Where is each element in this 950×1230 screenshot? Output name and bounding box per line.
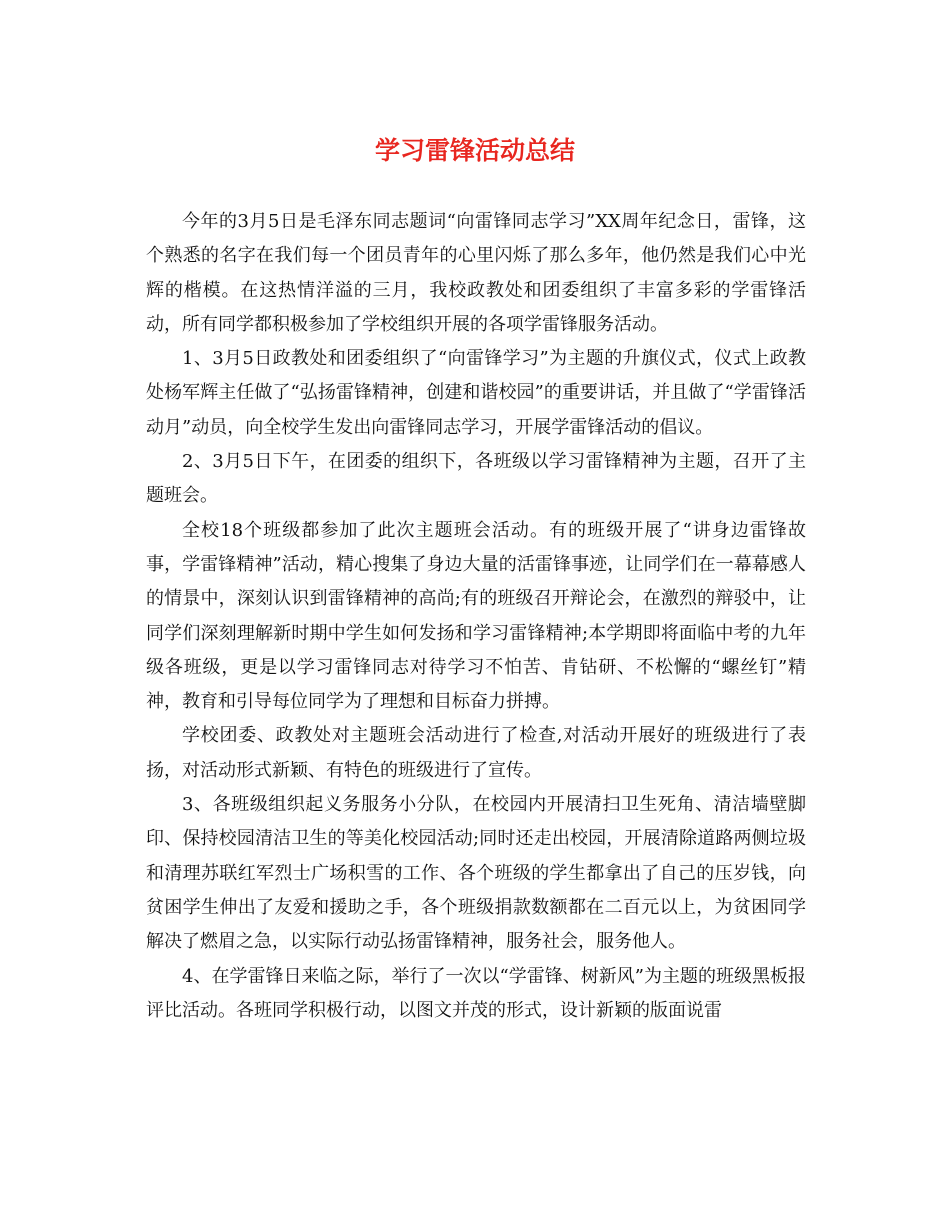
paragraph-class-meetings: 全校18个班级都参加了此次主题班会活动。有的班级开展了“讲身边雷锋故事，学雷锋精神”活动，精心搜集了身边大量的活雷锋事迹，让同学们在一幕幕感人的情景中，深刻认识到雷锋精神的高尚;有的班级召开辩论会，在激烈的辩驳中，让同学们深刻理解新时期中学生如何发扬和学习雷锋精神;本学期即将面临中考的九年级各班级，更是以学习雷锋同志对待学习不怕苦、肯钻研、不松懈的“螺丝钉”精神，教育和引导每位同学为了理想和目标奋力拼搏。: [146, 519, 806, 713]
paragraph-item-1: 1、3月5日政教处和团委组织了“向雷锋学习”为主题的升旗仪式，仪式上政教处杨军辉主任做了“弘扬雷锋精神，创建和谐校园”的重要讲话，并且做了“学雷锋活动月”动员，向全校学生发出向雷锋同志学习，开展学雷锋活动的倡议。: [146, 348, 806, 438]
paragraph-item-3: 3、各班级组织起义务服务小分队，在校园内开展清扫卫生死角、清洁墙壁脚印、保持校园清洁卫生的等美化校园活动;同时还走出校园，开展清除道路两侧垃圾和清理苏联红军烈士广场积雪的工作、各个班级的学生都拿出了自己的压岁钱，向贫困学生伸出了友爱和援助之手，各个班级捐款数额都在二百元以上，为贫困同学解决了燃眉之急，以实际行动弘扬雷锋精神，服务社会，服务他人。: [146, 794, 806, 953]
paragraph-item-4: 4、在学雷锋日来临之际，举行了一次以“学雷锋、树新风”为主题的班级黑板报评比活动。各班同学积极行动，以图文并茂的形式，设计新颖的版面说雷: [146, 965, 806, 1021]
paragraph-item-2: 2、3月5日下午，在团委的组织下，各班级以学习雷锋精神为主题，召开了主题班会。: [146, 451, 806, 507]
paragraph-intro: 今年的3月5日是毛泽东同志题词“向雷锋同志学习”XX周年纪念日，雷锋，这个熟悉的名字在我们每一个团员青年的心里闪烁了那么多年，他仍然是我们心中光辉的楷模。在这热情洋溢的三月，我校政教处和团委组织了丰富多彩的学雷锋活动，所有同学都积极参加了学校组织开展的各项学雷锋服务活动。: [146, 211, 806, 335]
document-title: 学习雷锋活动总结: [374, 136, 575, 165]
document-body: [146, 205, 806, 1028]
paragraph-inspection: 学校团委、政教处对主题班会活动进行了检查,对活动开展好的班级进行了表扬，对活动形式新颖、有特色的班级进行了宣传。: [146, 725, 806, 781]
